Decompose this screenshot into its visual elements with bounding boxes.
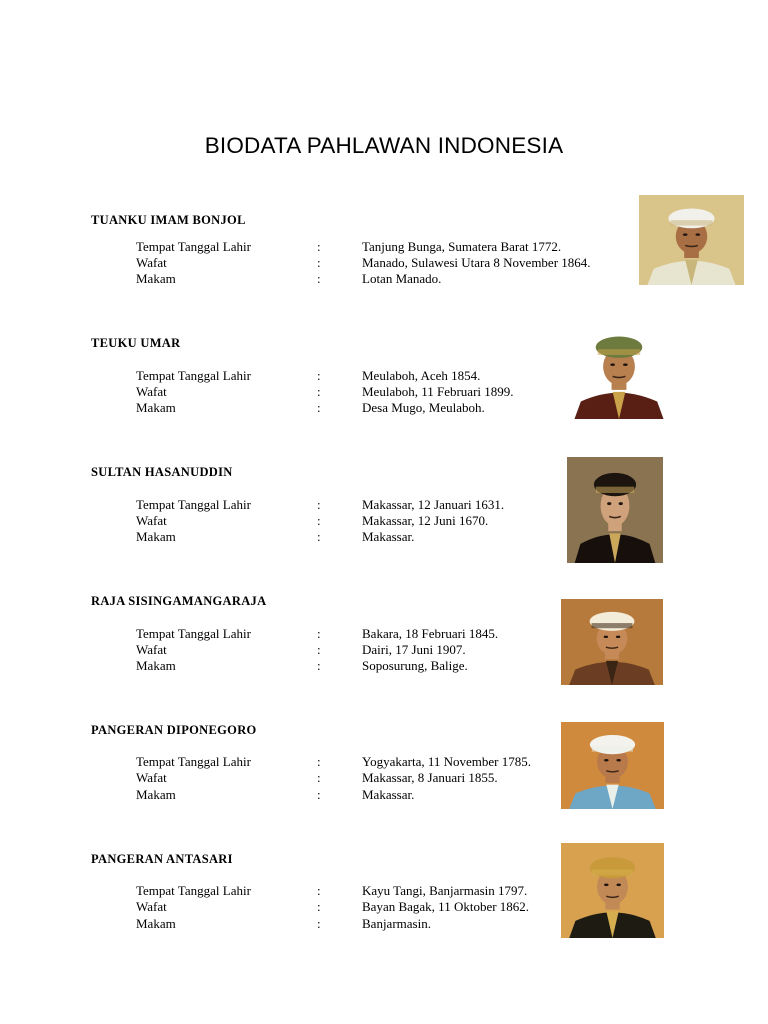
portrait-left-eye bbox=[604, 636, 608, 638]
portrait-headwear-band bbox=[592, 623, 633, 628]
info-label: Wafat bbox=[136, 255, 167, 270]
info-colon: : bbox=[317, 529, 321, 544]
info-label: Makam bbox=[136, 400, 176, 415]
portrait-left-eye bbox=[610, 363, 615, 366]
info-label: Wafat bbox=[136, 384, 167, 399]
info-colon: : bbox=[317, 626, 321, 641]
info-value: Soposurung, Balige. bbox=[362, 658, 468, 673]
info-colon: : bbox=[317, 255, 321, 270]
info-value: Bakara, 18 Februari 1845. bbox=[362, 626, 499, 641]
hero-name: PANGERAN ANTASARI bbox=[91, 852, 233, 866]
hero-name: TUANKU IMAM BONJOL bbox=[91, 213, 246, 227]
portrait-left-eye bbox=[683, 233, 688, 236]
hero-name: PANGERAN DIPONEGORO bbox=[91, 723, 257, 737]
info-value: Banjarmasin. bbox=[362, 916, 431, 931]
info-colon: : bbox=[317, 899, 321, 914]
info-colon: : bbox=[317, 916, 321, 931]
info-label: Tempat Tanggal Lahir bbox=[136, 239, 251, 254]
info-label: Tempat Tanggal Lahir bbox=[136, 626, 251, 641]
info-label: Makam bbox=[136, 916, 176, 931]
hero-name: RAJA SISINGAMANGARAJA bbox=[91, 594, 267, 608]
portrait-right-eye bbox=[695, 233, 700, 236]
info-label: Wafat bbox=[136, 899, 167, 914]
info-label: Tempat Tanggal Lahir bbox=[136, 368, 251, 383]
portrait-left-eye bbox=[604, 759, 609, 761]
info-label: Tempat Tanggal Lahir bbox=[136, 497, 251, 512]
info-label: Makam bbox=[136, 271, 176, 286]
info-colon: : bbox=[317, 642, 321, 657]
info-value: Makassar. bbox=[362, 787, 415, 802]
portrait-right-eye bbox=[623, 363, 628, 366]
info-label: Wafat bbox=[136, 513, 167, 528]
portrait-diponegoro bbox=[561, 722, 664, 809]
info-label: Tempat Tanggal Lahir bbox=[136, 883, 251, 898]
hero-name: TEUKU UMAR bbox=[91, 336, 181, 350]
info-colon: : bbox=[317, 400, 321, 415]
portrait-right-eye bbox=[616, 636, 620, 638]
info-colon: : bbox=[317, 497, 321, 512]
portrait-teuku-umar bbox=[566, 322, 672, 419]
info-value: Makassar, 12 Juni 1670. bbox=[362, 513, 489, 528]
portrait-illustration bbox=[639, 195, 744, 285]
info-label: Makam bbox=[136, 529, 176, 544]
portrait-imam-bonjol bbox=[639, 195, 744, 285]
info-colon: : bbox=[317, 754, 321, 769]
info-colon: : bbox=[317, 239, 321, 254]
info-colon: : bbox=[317, 271, 321, 286]
portrait-illustration bbox=[566, 322, 672, 419]
portrait-headwear-band bbox=[596, 487, 634, 493]
info-value: Yogyakarta, 11 November 1785. bbox=[362, 754, 531, 769]
portrait-headwear-band bbox=[598, 349, 640, 355]
page-title: BIODATA PAHLAWAN INDONESIA bbox=[204, 133, 564, 158]
info-value: Tanjung Bunga, Sumatera Barat 1772. bbox=[362, 239, 562, 254]
info-label: Makam bbox=[136, 658, 176, 673]
info-value: Bayan Bagak, 11 Oktober 1862. bbox=[362, 899, 530, 914]
portrait-right-eye bbox=[616, 759, 621, 761]
info-value: Manado, Sulawesi Utara 8 November 1864. bbox=[362, 255, 591, 270]
info-value: Dairi, 17 Juni 1907. bbox=[362, 642, 466, 657]
info-value: Desa Mugo, Meulaboh. bbox=[362, 400, 485, 415]
portrait-illustration bbox=[561, 843, 664, 938]
info-colon: : bbox=[317, 368, 321, 383]
info-label: Wafat bbox=[136, 770, 167, 785]
portrait-left-eye bbox=[607, 502, 611, 505]
portrait-right-eye bbox=[619, 502, 623, 505]
portrait-headwear-band bbox=[592, 746, 633, 751]
info-value: Meulaboh, 11 Februari 1899. bbox=[362, 384, 514, 399]
portrait-illustration bbox=[561, 599, 663, 685]
info-value: Kayu Tangi, Banjarmasin 1797. bbox=[362, 883, 528, 898]
portrait-headwear-band bbox=[592, 870, 633, 876]
info-value: Makassar, 8 Januari 1855. bbox=[362, 770, 498, 785]
info-value: Lotan Manado. bbox=[362, 271, 442, 286]
info-label: Tempat Tanggal Lahir bbox=[136, 754, 251, 769]
portrait-headwear-band bbox=[671, 220, 713, 225]
portrait-illustration bbox=[561, 722, 664, 809]
info-value: Meulaboh, Aceh 1854. bbox=[362, 368, 481, 383]
portrait-illustration bbox=[567, 457, 663, 563]
portrait-sultan-hasanuddin bbox=[567, 457, 663, 563]
info-label: Makam bbox=[136, 787, 176, 802]
info-colon: : bbox=[317, 658, 321, 673]
info-value: Makassar, 12 Januari 1631. bbox=[362, 497, 505, 512]
info-colon: : bbox=[317, 513, 321, 528]
info-colon: : bbox=[317, 787, 321, 802]
info-value: Makassar. bbox=[362, 529, 415, 544]
hero-name: SULTAN HASANUDDIN bbox=[91, 465, 233, 479]
portrait-antasari bbox=[561, 843, 664, 938]
info-colon: : bbox=[317, 883, 321, 898]
portrait-left-eye bbox=[604, 883, 609, 886]
info-colon: : bbox=[317, 770, 321, 785]
info-label: Wafat bbox=[136, 642, 167, 657]
portrait-right-eye bbox=[616, 883, 621, 886]
info-colon: : bbox=[317, 384, 321, 399]
portrait-sisingamangaraja bbox=[561, 599, 663, 685]
